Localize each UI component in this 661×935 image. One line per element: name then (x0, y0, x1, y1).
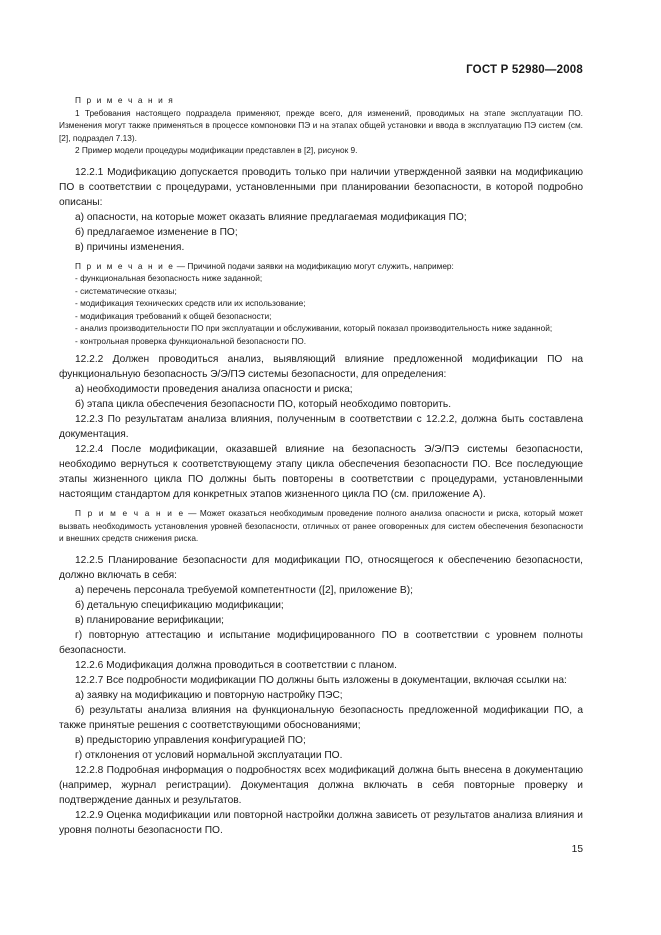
note-lead: — Причиной подачи заявки на модификацию могут служить, например: (174, 260, 454, 271)
note-title: П р и м е ч а н и я (75, 95, 175, 105)
standard-header: ГОСТ Р 52980—2008 (466, 64, 583, 76)
note-list-item: - контрольная проверка функциональной безопасности ПО. (75, 335, 307, 346)
list-item: в) причины изменения. (75, 241, 185, 253)
note-list-item: - модификация технических средств или их использование; (75, 298, 306, 308)
note-block-2 (59, 507, 583, 545)
note-block (59, 260, 583, 273)
clause-12-2-6: 12.2.6 Модификация должна проводиться в соответствии с планом. (75, 659, 397, 671)
clause-12-2-9: 12.2.9 Оценка модификации или повторной настройки должна зависеть от результатов анализа влияния и уровня полноты безопасности ПО. (59, 809, 583, 836)
clause-12-2-1: 12.2.1 Модификацию допускается проводить только при наличии утвержденной заявки на модификацию ПО в соответствии с процедурами, установленными при планировании безопасности, в которой подробно описаны: (59, 166, 583, 208)
note-list-item: - функциональная безопасность ниже заданной; (75, 273, 263, 283)
page-body (59, 94, 583, 838)
note-list-item: - систематические отказы; (75, 285, 177, 296)
note-list-item: - анализ производительности ПО при эксплуатации и обслуживании, который показал производительность ниже заданной; (75, 323, 553, 333)
list-item: а) перечень персонала требуемой компетентности ([2], приложение В); (75, 584, 413, 596)
clause-12-2-8: 12.2.8 Подробная информация о подробностях всех модификаций должна быть внесена в документацию (например, журнал регистрации). Документация должна включать в себя повторные проверку и подтверждение данных и результатов. (59, 764, 583, 806)
list-item: б) результаты анализа влияния на функциональную безопасность предложенной модификации ПО, а также принятые решения с соответствующими обоснованиями; (59, 704, 583, 731)
note-list-item: - модификация требований к общей безопасности; (75, 310, 272, 321)
clause-12-2-5: 12.2.5 Планирование безопасности для модификации ПО, относящегося к обеспечению безопасности, должно включать в себя: (59, 554, 583, 581)
list-item: в) предысторию управления конфигурацией ПО; (75, 734, 306, 746)
note-label: П р и м е ч а н и е (75, 260, 175, 271)
list-item: г) повторную аттестацию и испытание модифицированного ПО в соответствии с уровнем полноты безопасности. (59, 629, 583, 656)
clause-12-2-2: 12.2.2 Должен проводиться анализ, выявляющий влияние предложенной модификации ПО на функциональную безопасность Э/Э/ПЭ системы безопасности, для определения: (59, 354, 583, 380)
list-item: в) планирование верификации; (75, 614, 224, 626)
note-label: П р и м е ч а н и е (75, 508, 185, 518)
list-item: б) детальную спецификацию модификации; (75, 599, 284, 611)
list-item: а) опасности, на которые может оказать влияние предлагаемая модификация ПО; (75, 211, 467, 223)
list-item: г) отклонения от условий нормальной эксплуатации ПО. (75, 749, 343, 761)
clause-12-2-3: 12.2.3 По результатам анализа влияния, полученным в соответствии с 12.2.2, должна быть составлена документация. (59, 414, 583, 440)
list-item: а) необходимости проведения анализа опасности и риска; (75, 384, 353, 395)
note-item-2: 2 Пример модели процедуры модификации представлен в [2], рисунок 9. (75, 145, 358, 155)
list-item: а) заявку на модификацию и повторную настройку ПЭС; (75, 689, 343, 701)
note-item-1: 1 Требования настоящего подраздела применяют, прежде всего, для изменений, проводимых на этапе эксплуатации ПО. Изменения могут также применяться в процессе компоновки ПЭ и на этапах общей установки и ввода в эксплуатацию ПЭ систем (см. [2], подраздел 7.13). (59, 107, 583, 143)
clause-12-2-4: 12.2.4 После модификации, оказавшей влияние на безопасность Э/Э/ПЭ системы безопасности, необходимо вернуться к соответствующему этапу цикла обеспечения безопасности ПО. Все последующие этапы жизненного цикла ПО должны быть повторены в соответствии с процедурами, установленными настоящим стандартом для конкретных этапов жизненного цикла ПО (см. приложение А). (59, 444, 583, 500)
note-text: — Может оказаться необходимым проведение полного анализа опасности и риска, который может вызвать необходимость установления уровней безопасности, отличных от ранее оговоренных для систем обеспечения безопасности и внешних средств снижения риска. (59, 508, 584, 543)
clause-12-2-7: 12.2.7 Все подробности модификации ПО должны быть изложены в документации, включая ссылки на: (75, 674, 567, 686)
page-number: 15 (571, 844, 583, 855)
list-item: б) предлагаемое изменение в ПО; (75, 226, 238, 238)
list-item: б) этапа цикла обеспечения безопасности ПО, который необходимо повторить. (75, 399, 452, 410)
